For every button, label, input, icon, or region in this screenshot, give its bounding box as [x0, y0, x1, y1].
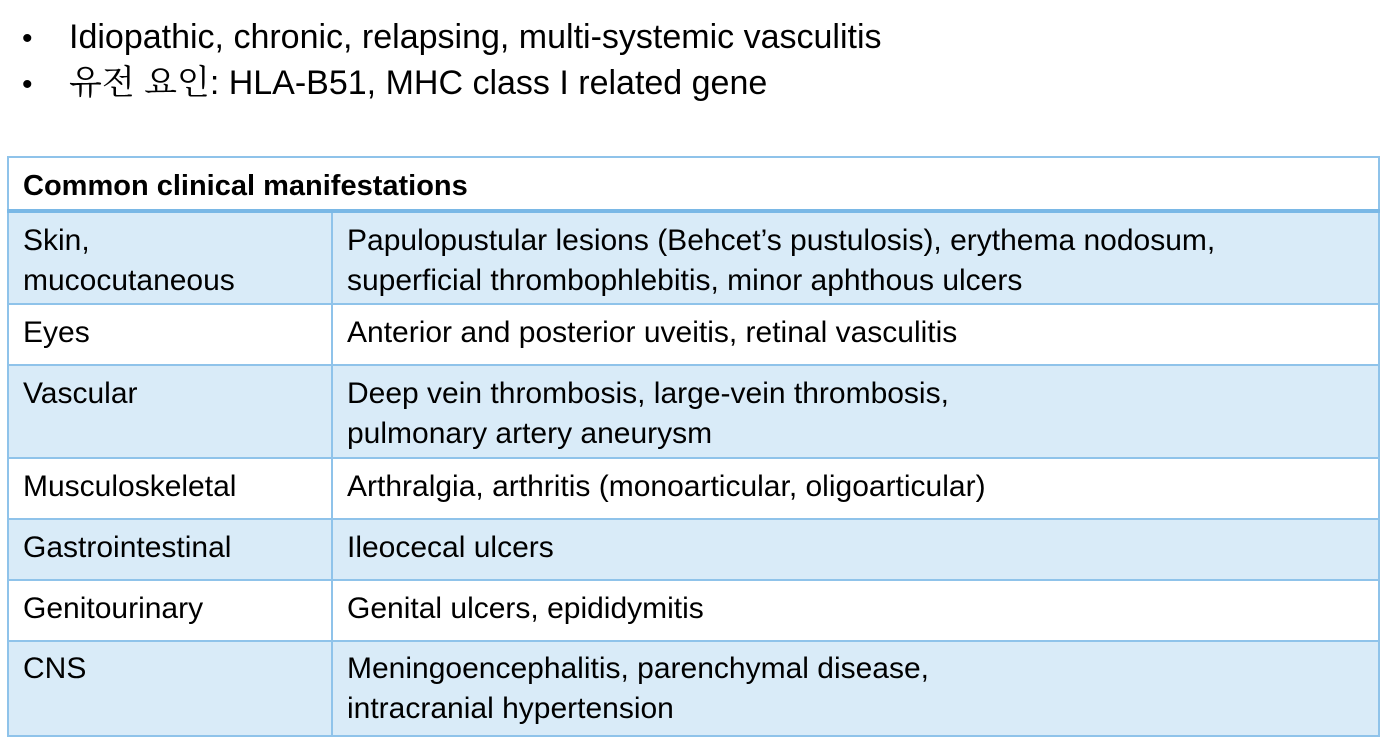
detail-cell — [332, 365, 1379, 458]
category-line: Gastrointestinal — [23, 531, 232, 564]
manifestations-table-container — [7, 156, 1378, 737]
detail-cell — [332, 304, 1379, 365]
category-cell — [8, 304, 332, 365]
category-cell — [8, 519, 332, 580]
category-line: CNS — [23, 652, 87, 685]
bullet-item-definition — [22, 14, 882, 60]
detail-line: Papulopustular lesions (Behcet’s pustulosis), erythema nodosum, — [347, 224, 1216, 257]
detail-line: Anterior and posterior uveitis, retinal vasculitis — [347, 316, 958, 349]
category-cell — [8, 458, 332, 519]
category-cell — [8, 580, 332, 641]
category-line: Skin, — [23, 224, 90, 257]
bullet-text: Idiopathic, chronic, relapsing, multi-systemic vasculitis — [69, 18, 882, 56]
category-line: Vascular — [23, 377, 138, 410]
detail-cell — [332, 580, 1379, 641]
category-line: Eyes — [23, 316, 90, 349]
bullet-mark: • — [22, 68, 33, 101]
detail-line: intracranial hypertension — [347, 692, 674, 725]
detail-cell — [332, 211, 1379, 304]
bullet-text: 유전 요인: HLA-B51, MHC class I related gene — [69, 64, 768, 102]
table-row-genitourinary — [8, 580, 1379, 641]
bullet-list — [22, 14, 882, 106]
table-row-gastrointestinal — [8, 519, 1379, 580]
table-row-skin — [8, 211, 1379, 304]
category-cell — [8, 365, 332, 458]
table-row-vascular — [8, 365, 1379, 458]
table-row-cns — [8, 641, 1379, 736]
detail-line: Arthralgia, arthritis (monoarticular, oligoarticular) — [347, 470, 986, 503]
category-cell — [8, 211, 332, 304]
category-line: Musculoskeletal — [23, 470, 237, 503]
detail-cell — [332, 641, 1379, 736]
category-cell — [8, 641, 332, 736]
detail-line: Meningoencephalitis, parenchymal disease, — [347, 652, 930, 685]
detail-line: Deep vein thrombosis, large-vein thrombosis, — [347, 377, 949, 410]
table-header: Common clinical manifestations — [8, 157, 1379, 211]
detail-line: pulmonary artery aneurysm — [347, 417, 713, 450]
category-line: mucocutaneous — [23, 264, 235, 297]
table-row-eyes — [8, 304, 1379, 365]
table-row-musculoskeletal — [8, 458, 1379, 519]
bullet-item-genetics — [22, 60, 882, 106]
category-line: Genitourinary — [23, 592, 204, 625]
manifestations-table — [7, 156, 1380, 737]
detail-cell — [332, 519, 1379, 580]
detail-line: Ileocecal ulcers — [347, 531, 554, 564]
detail-cell — [332, 458, 1379, 519]
bullet-mark: • — [22, 22, 33, 55]
detail-line: Genital ulcers, epididymitis — [347, 592, 704, 625]
detail-line: superficial thrombophlebitis, minor aphthous ulcers — [347, 264, 1023, 297]
